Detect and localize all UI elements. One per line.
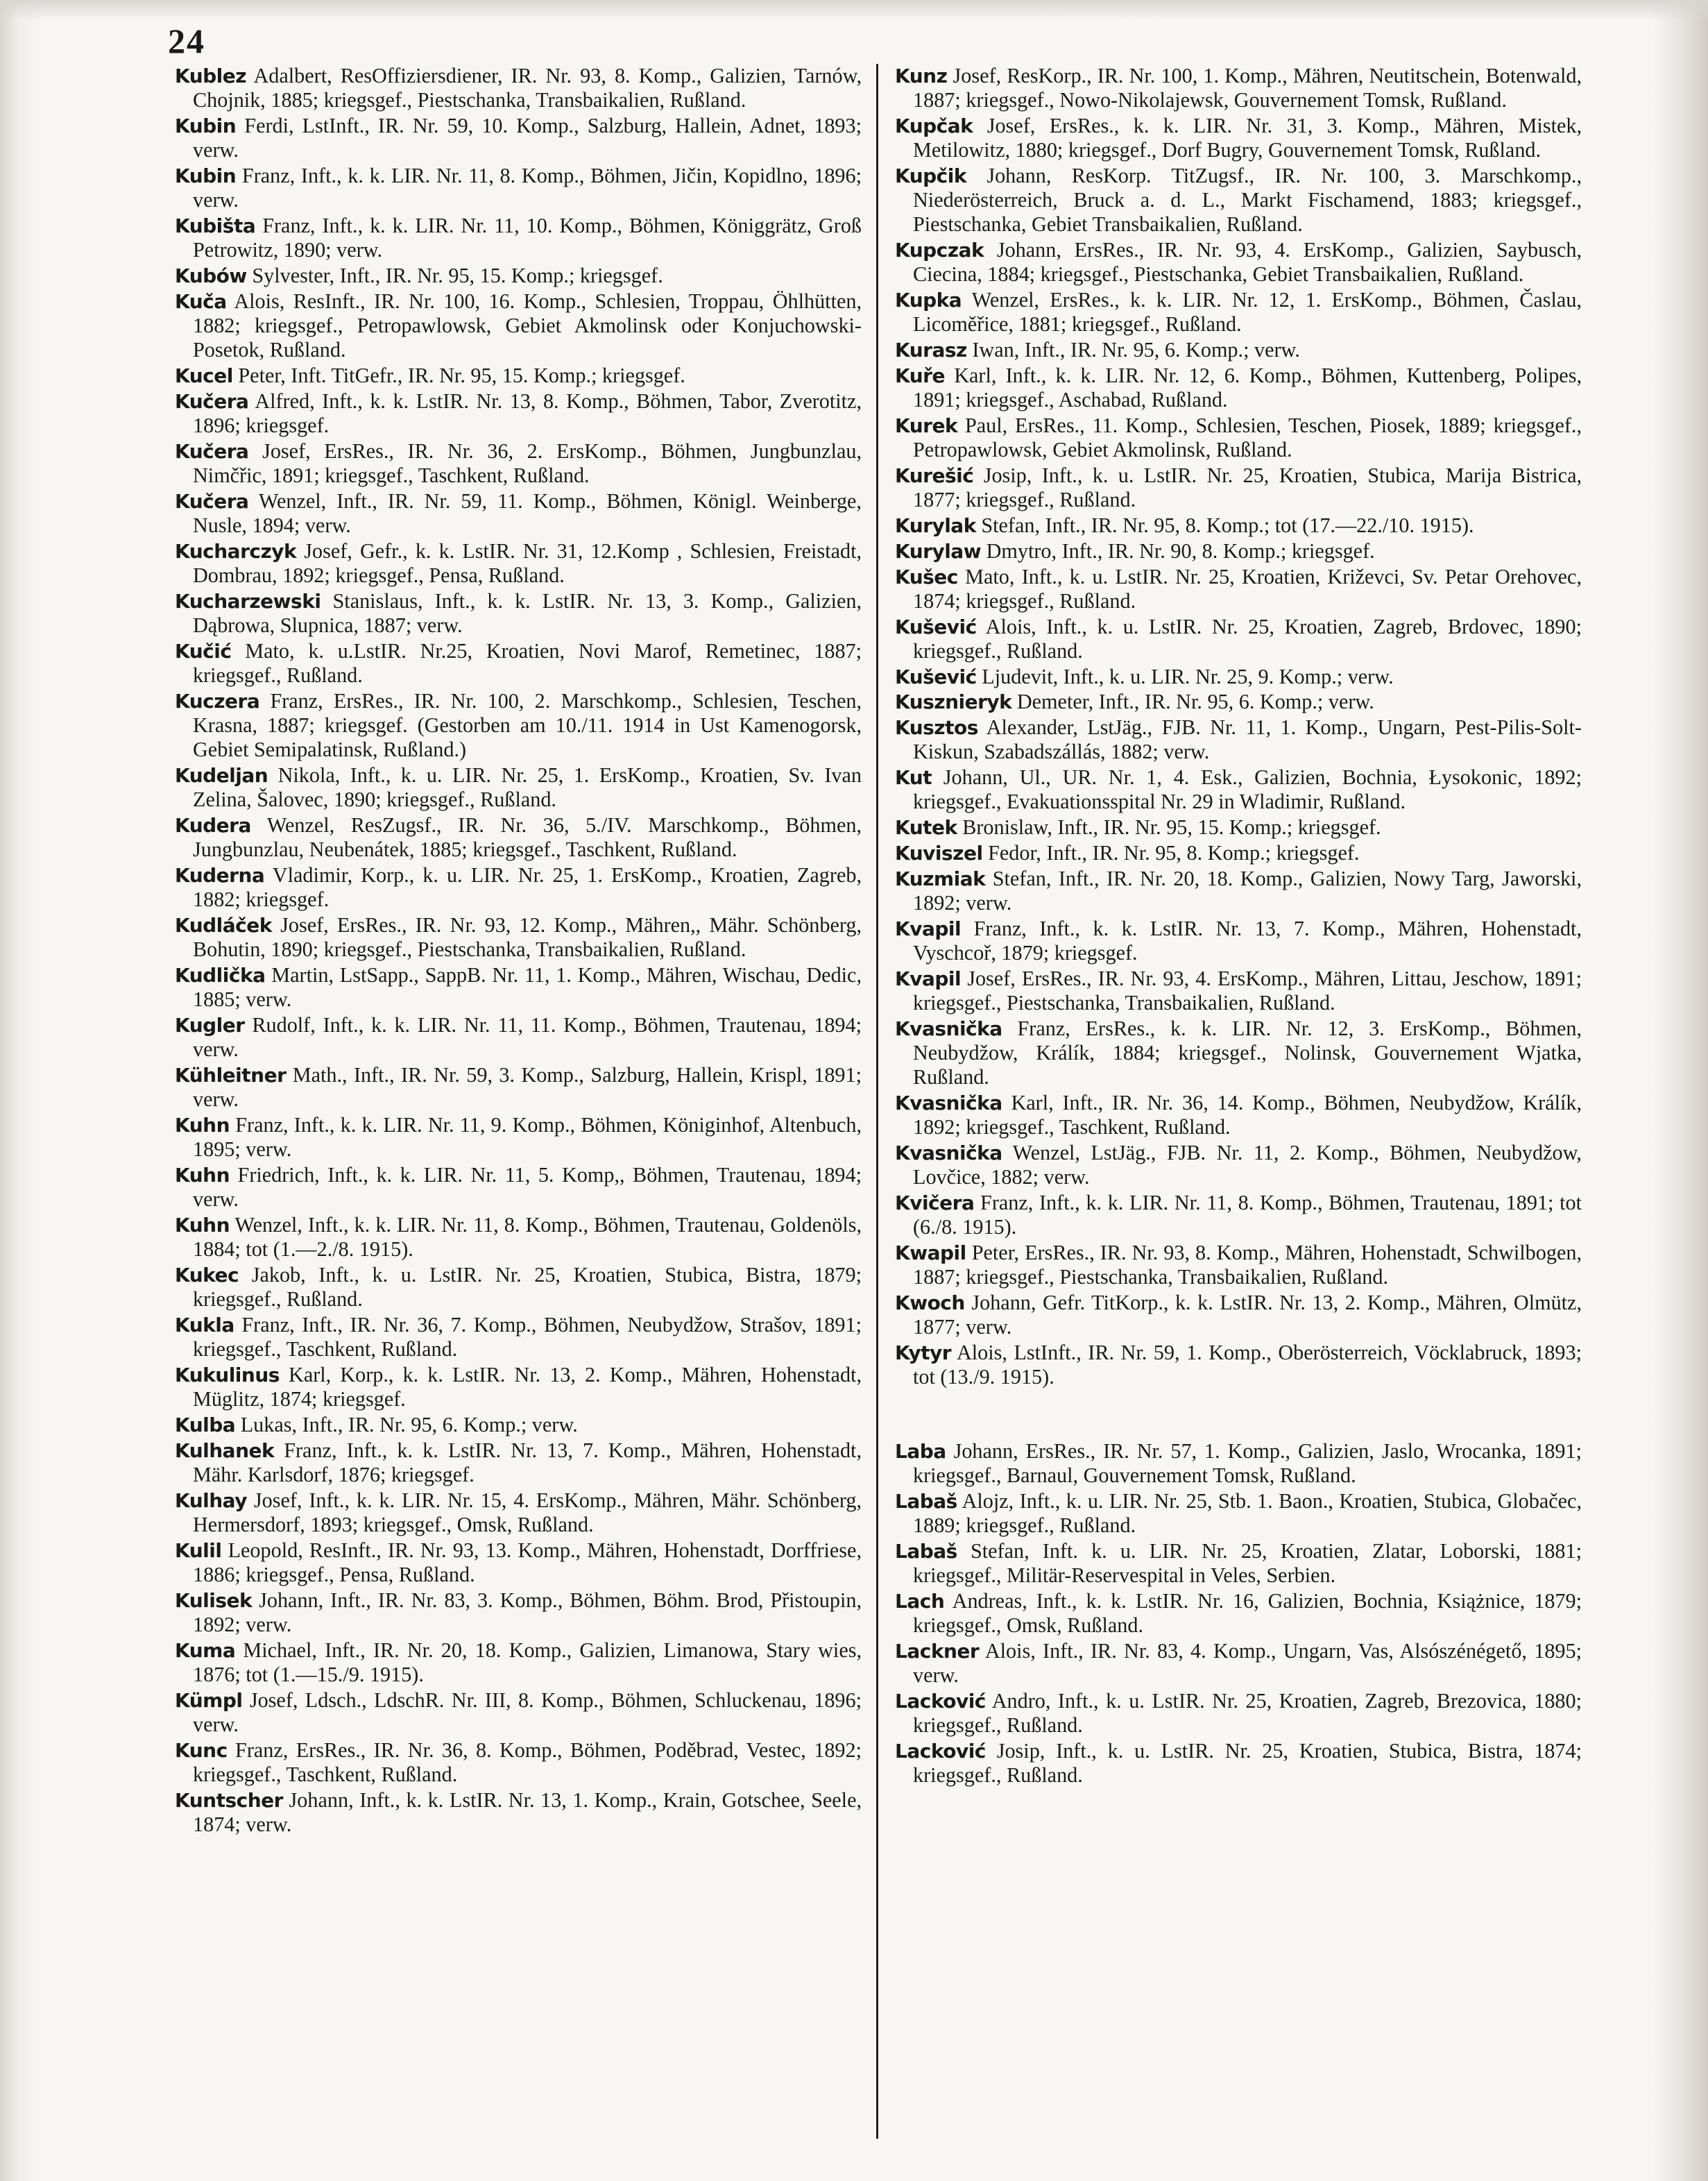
entry-surname: Lacković bbox=[895, 1689, 986, 1713]
entry-details: Fedor, Inft., IR. Nr. 95, 8. Komp.; kriegsgef. bbox=[988, 840, 1360, 865]
entry-surname: Kwoch bbox=[895, 1291, 965, 1314]
entry-surname: Kušević bbox=[895, 665, 977, 688]
register-entry bbox=[175, 1488, 862, 1537]
register-entry bbox=[895, 715, 1582, 764]
entry-details: Franz, Inft., k. k. LstIR. Nr. 13, 7. Komp., Mähren, Hohenstadt, Mähr. Karlsdorf, 1876; kriegsgef. bbox=[193, 1438, 862, 1486]
entry-details: Stefan, Inft. k. u. LIR. Nr. 25, Kroatien, Zlatar, Loborski, 1881; kriegsgef., Militär-Reservespital in Veles, Serbien. bbox=[913, 1538, 1582, 1588]
entry-surname: Kuhn bbox=[175, 1214, 230, 1237]
register-entry bbox=[175, 963, 862, 1012]
entry-details: Alfred, Inft., k. k. LstIR. Nr. 13, 8. Komp., Böhmen, Tabor, Zverotitz, 1896; kriegsgef. bbox=[193, 389, 862, 437]
entry-surname: Kvičera bbox=[895, 1191, 975, 1214]
entry-details: Nikola, Inft., k. u. LIR. Nr. 25, 1. ErsKomp., Kroatien, Sv. Ivan Zelina, Šalovec, 1890; kriegsgef., Rußland. bbox=[193, 763, 862, 812]
entry-details: Alexander, LstJäg., FJB. Nr. 11, 1. Komp., Ungarn, Pest-Pilis-Solt-Kiskun, Szabadszállás, 1882; verw. bbox=[913, 715, 1582, 764]
entry-details: Johann, ErsRes., IR. Nr. 57, 1. Komp., Galizien, Jaslo, Wrocanka, 1891; kriegsgef., Barnaul, Gouvernement Tomsk, Rußland. bbox=[913, 1439, 1582, 1488]
entry-details: Franz, ErsRes., IR. Nr. 100, 2. Marschkomp., Schlesien, Teschen, Krasna, 1887; kriegsgef. (Gestorben am 10./11. 1914 in Ust Kamenogorsk, Gebiet Semipalatinsk, Rußland.) bbox=[193, 688, 862, 762]
register-entry bbox=[175, 913, 862, 962]
entry-details: Josef, Gefr., k. k. LstIR. Nr. 31, 12.Komp , Schlesien, Freistadt, Dombrau, 1892; kriegsgef., Pensa, Rußland. bbox=[193, 538, 862, 587]
page-number: 24 bbox=[168, 22, 205, 60]
entry-surname: Kunc bbox=[175, 1738, 228, 1762]
register-entry bbox=[175, 539, 862, 588]
entry-surname: Kušec bbox=[895, 565, 958, 588]
entry-surname: Kurek bbox=[895, 414, 958, 437]
entry-surname: Kušević bbox=[895, 615, 977, 638]
entry-surname: Lach bbox=[895, 1589, 945, 1613]
entry-surname: Kublez bbox=[175, 65, 247, 87]
register-entry bbox=[895, 1341, 1582, 1389]
entry-details: Franz, Inft., k. k. LIR. Nr. 11, 8. Komp., Böhmen, Jičin, Kopidlno, 1896; verw. bbox=[193, 164, 862, 212]
entry-surname: Kurešić bbox=[895, 464, 974, 487]
entry-surname: Kulba bbox=[175, 1414, 236, 1436]
entry-details: Sylvester, Inft., IR. Nr. 95, 15. Komp.; kriegsgef. bbox=[252, 264, 663, 287]
right-column-k-entries bbox=[895, 64, 1582, 1389]
entry-details: Josef, ErsRes., IR. Nr. 93, 12. Komp., Mähren,, Mähr. Schönberg, Bohutin, 1890; kriegsgef., Piestschanka, Transbaikalien, Rußland. bbox=[193, 913, 862, 962]
entry-surname: Kvasnička bbox=[895, 1017, 1002, 1040]
entry-surname: Kuzmiak bbox=[895, 867, 986, 890]
entry-details: Demeter, Inft., IR. Nr. 95, 6. Komp.; verw. bbox=[1016, 690, 1374, 714]
entry-details: Josef, ErsRes., k. k. LIR. Nr. 31, 3. Komp., Mähren, Mistek, Metilowitz, 1880; kriegsgef., Dorf Bugry, Gouvernement Tomsk, Rußland. bbox=[913, 114, 1582, 162]
entry-details: Andreas, Inft., k. k. LstIR. Nr. 16, Galizien, Bochnia, Książnice, 1879; kriegsgef., Omsk, Rußland. bbox=[913, 1588, 1582, 1638]
register-entry bbox=[175, 64, 862, 112]
register-entry bbox=[895, 867, 1582, 915]
register-entry bbox=[175, 763, 862, 812]
entry-details: Wenzel, ResZugsf., IR. Nr. 36, 5./IV. Marschkomp., Böhmen, Jungbunzlau, Neubenátek, 1885; kriegsgef., Taschkent, Rußland. bbox=[193, 813, 862, 862]
register-entry bbox=[895, 238, 1582, 287]
register-entry bbox=[175, 289, 862, 363]
entry-surname: Kukec bbox=[175, 1264, 239, 1287]
register-entry bbox=[895, 414, 1582, 462]
entry-surname: Kubin bbox=[175, 164, 237, 187]
entry-details: Johann, Inft., k. k. LstIR. Nr. 13, 1. Komp., Krain, Gotschee, Seele, 1874; verw. bbox=[193, 1788, 862, 1836]
entry-details: Alois, Inft., k. u. LstIR. Nr. 25, Kroatien, Zagreb, Brdovec, 1890; kriegsgef., Rußland. bbox=[913, 614, 1582, 663]
entry-details: Franz, Inft., IR. Nr. 36, 7. Komp., Böhmen, Neubydžow, Strašov, 1891; kriegsgef., Taschkent, Rußland. bbox=[193, 1313, 862, 1361]
entry-surname: Kuczera bbox=[175, 689, 260, 713]
entry-details: Adalbert, ResOffiziersdiener, IR. Nr. 93, 8. Komp., Galizien, Tarnów, Chojnik, 1885; kriegsgef., Piestschanka, Transbaikalien, Rußland. bbox=[193, 64, 862, 112]
entry-surname: Kutek bbox=[895, 816, 957, 840]
entry-details: Dmytro, Inft., IR. Nr. 90, 8. Komp.; kriegsgef. bbox=[986, 538, 1375, 563]
register-entry bbox=[175, 1738, 862, 1787]
register-entry bbox=[895, 765, 1582, 814]
register-entry bbox=[175, 114, 862, 162]
entry-details: Alojz, Inft., k. u. LIR. Nr. 25, Stb. 1. Baon., Kroatien, Stubica, Globačec, 1889; kriegsgef., Rußland. bbox=[913, 1488, 1582, 1538]
register-entry bbox=[175, 439, 862, 488]
register-entry bbox=[895, 1191, 1582, 1239]
register-entry bbox=[895, 917, 1582, 965]
entry-surname: Labaš bbox=[895, 1489, 957, 1513]
entry-details: Franz, Inft., k. k. LIR. Nr. 11, 8. Komp., Böhmen, Trautenau, 1891; tot (6./8. 1915). bbox=[913, 1190, 1582, 1239]
entry-details: Johann, Ul., UR. Nr. 1, 4. Esk., Galizien, Bochnia, Łysokonic, 1892; kriegsgef., Evakuationsspital Nr. 29 in Wladimir, Rußland. bbox=[913, 765, 1582, 814]
entry-surname: Kurylaw bbox=[895, 539, 982, 563]
entry-details: Franz, Inft., k. k. LIR. Nr. 11, 9. Komp., Böhmen, Königinhof, Altenbuch, 1895; verw. bbox=[193, 1113, 862, 1162]
register-entry bbox=[175, 264, 862, 288]
entry-details: Wenzel, Inft., k. k. LIR. Nr. 11, 8. Komp., Böhmen, Trautenau, Goldenöls, 1884; tot (1.—2./8. 1915). bbox=[193, 1213, 862, 1262]
entry-details: Mato, k. u.LstIR. Nr.25, Kroatien, Novi Marof, Remetinec, 1887; kriegsgef., Rußland. bbox=[193, 638, 862, 687]
left-column bbox=[175, 64, 862, 1838]
register-entry bbox=[175, 689, 862, 763]
entry-surname: Kubišta bbox=[175, 214, 256, 237]
register-entry bbox=[175, 1413, 862, 1437]
entry-details: Josef, ErsRes., IR. Nr. 36, 2. ErsKomp., Böhmen, Jungbunzlau, Nimčřic, 1891; kriegsgef., Taschkent, Rußland. bbox=[193, 439, 862, 487]
entry-details: Vladimir, Korp., k. u. LIR. Nr. 25, 1. ErsKomp., Kroatien, Zagreb, 1882; kriegsgef. bbox=[193, 863, 862, 912]
entry-details: Stefan, Inft., IR. Nr. 20, 18. Komp., Galizien, Nowy Targ, Jaworski, 1892; verw. bbox=[913, 866, 1582, 915]
entry-details: Franz, Inft., k. k. LstIR. Nr. 13, 7. Komp., Mähren, Hohenstadt, Vyschcoř, 1879; kriegsgef. bbox=[913, 916, 1582, 965]
register-entry bbox=[895, 690, 1582, 714]
entry-details: Peter, Inft. TitGefr., IR. Nr. 95, 15. Komp.; kriegsgef. bbox=[238, 364, 685, 387]
entry-details: Friedrich, Inft., k. k. LIR. Nr. 11, 5. Komp,, Böhmen, Trautenau, 1894; verw. bbox=[193, 1163, 862, 1212]
entry-surname: Kupka bbox=[895, 289, 962, 312]
register-entry bbox=[895, 1739, 1582, 1788]
entry-surname: Kuderna bbox=[175, 864, 265, 887]
entry-surname: Kulil bbox=[175, 1538, 222, 1562]
entry-details: Karl, Korp., k. k. LstIR. Nr. 13, 2. Komp., Mähren, Hohenstadt, Müglitz, 1874; kriegsgef. bbox=[193, 1363, 862, 1411]
entry-surname: Labaš bbox=[895, 1539, 957, 1563]
register-entry bbox=[895, 338, 1582, 362]
register-entry bbox=[175, 1638, 862, 1687]
register-entry bbox=[175, 1063, 862, 1112]
entry-surname: Kusznieryk bbox=[895, 690, 1012, 714]
entry-surname: Kvasnička bbox=[895, 1091, 1002, 1114]
entry-details: Michael, Inft., IR. Nr. 20, 18. Komp., Galizien, Limanowa, Stary wies, 1876; tot (1.—15./9. 1915). bbox=[193, 1638, 862, 1686]
entry-details: Martin, LstSapp., SappB. Nr. 11, 1. Komp., Mähren, Wischau, Dedic, 1885; verw. bbox=[193, 963, 862, 1012]
register-entry bbox=[895, 288, 1582, 337]
entry-details: Johann, Inft., IR. Nr. 83, 3. Komp., Böhmen, Böhm. Brod, Přistoupin, 1892; verw. bbox=[193, 1588, 862, 1636]
register-entry bbox=[895, 1539, 1582, 1588]
right-column bbox=[895, 64, 1582, 1789]
entry-surname: Lackner bbox=[895, 1639, 980, 1663]
register-entry bbox=[895, 841, 1582, 865]
entry-surname: Kuhn bbox=[175, 1164, 230, 1187]
entry-surname: Kümpl bbox=[175, 1688, 243, 1712]
register-entry bbox=[175, 1013, 862, 1062]
entry-details: Stanislaus, Inft., k. k. LstIR. Nr. 13, 3. Komp., Galizien, Dąbrowa, Slupnica, 1887; verw. bbox=[193, 588, 862, 637]
column-divider bbox=[876, 64, 878, 2139]
entry-surname: Kubin bbox=[175, 114, 237, 137]
register-entry bbox=[175, 364, 862, 388]
register-entry bbox=[175, 1213, 862, 1262]
register-entry bbox=[895, 1639, 1582, 1688]
register-entry bbox=[895, 615, 1582, 663]
register-entry bbox=[175, 489, 862, 538]
entry-surname: Kulisek bbox=[175, 1588, 253, 1612]
entry-surname: Kvapil bbox=[895, 917, 962, 940]
entry-details: Jakob, Inft., k. u. LstIR. Nr. 25, Kroatien, Stubica, Bistra, 1879; kriegsgef., Rußland. bbox=[193, 1263, 862, 1312]
register-entry bbox=[175, 1163, 862, 1212]
register-entry bbox=[895, 64, 1582, 112]
entry-surname: Kühleitner bbox=[175, 1064, 287, 1087]
entry-surname: Kuhn bbox=[175, 1114, 230, 1137]
entry-details: Wenzel, LstJäg., FJB. Nr. 11, 2. Komp., Böhmen, Neubydžow, Lovčice, 1882; verw. bbox=[913, 1140, 1582, 1189]
entry-details: Franz, Inft., k. k. LIR. Nr. 11, 10. Komp., Böhmen, Königgrätz, Groß Petrowitz, 1890; verw. bbox=[193, 214, 862, 262]
register-entry bbox=[175, 1113, 862, 1162]
register-entry bbox=[175, 1439, 862, 1487]
entry-details: Johann, ErsRes., IR. Nr. 93, 4. ErsKomp., Galizien, Saybusch, Ciecina, 1884; kriegsgef., Piestschanka, Gebiet Transbaikalien, Rußland. bbox=[913, 238, 1582, 287]
register-entry bbox=[175, 1538, 862, 1587]
entry-surname: Kupczak bbox=[895, 239, 984, 262]
register-entry bbox=[175, 1263, 862, 1312]
entry-details: Karl, Inft., k. k. LIR. Nr. 12, 6. Komp., Böhmen, Kuttenberg, Polipes, 1891; kriegsgef., Aschabad, Rußland. bbox=[913, 364, 1582, 412]
register-entry bbox=[175, 813, 862, 862]
entry-details: Ferdi, LstInft., IR. Nr. 59, 10. Komp., Salzburg, Hallein, Adnet, 1893; verw. bbox=[193, 114, 862, 162]
entry-details: Bronislaw, Inft., IR. Nr. 95, 15. Komp.; kriegsgef. bbox=[962, 815, 1381, 840]
register-entry bbox=[175, 1588, 862, 1637]
register-entry bbox=[175, 1788, 862, 1837]
entry-surname: Laba bbox=[895, 1439, 946, 1463]
entry-details: Alois, Inft., IR. Nr. 83, 4. Komp., Ungarn, Vas, Alsószénégető, 1895; verw. bbox=[913, 1638, 1582, 1688]
register-entry bbox=[895, 1489, 1582, 1538]
entry-surname: Kučera bbox=[175, 489, 249, 513]
register-entry bbox=[895, 114, 1582, 162]
register-entry bbox=[175, 639, 862, 688]
register-entry bbox=[175, 214, 862, 262]
entry-surname: Kuviszel bbox=[895, 841, 983, 865]
entry-details: Alois, LstInft., IR. Nr. 59, 1. Komp., Oberösterreich, Vöcklabruck, 1893; tot (13./9. 1915). bbox=[913, 1340, 1582, 1389]
entry-surname: Kučić bbox=[175, 639, 232, 663]
entry-details: Peter, ErsRes., IR. Nr. 93, 8. Komp., Mähren, Hohenstadt, Schwilbogen, 1887; kriegsgef., Piestschanka, Transbaikalien, Rußland. bbox=[913, 1240, 1582, 1289]
register-entry bbox=[895, 967, 1582, 1015]
entry-details: Wenzel, ErsRes., k. k. LIR. Nr. 12, 1. ErsKomp., Böhmen, Časlau, Licoměřice, 1881; kriegsgef., Rußland. bbox=[913, 288, 1582, 337]
entry-surname: Kuntscher bbox=[175, 1788, 283, 1812]
register-entry bbox=[895, 1091, 1582, 1139]
register-entry bbox=[175, 1688, 862, 1737]
entry-details: Leopold, ResInft., IR. Nr. 93, 13. Komp., Mähren, Hohenstadt, Dorffriese, 1886; kriegsgef., Pensa, Rußland. bbox=[193, 1538, 862, 1586]
entry-details: Math., Inft., IR. Nr. 59, 3. Komp., Salzburg, Hallein, Krispl, 1891; verw. bbox=[193, 1063, 862, 1112]
entry-surname: Kucharczyk bbox=[175, 539, 297, 563]
entry-surname: Kut bbox=[895, 766, 932, 790]
entry-surname: Kudeljan bbox=[175, 764, 268, 787]
register-entry bbox=[895, 1589, 1582, 1638]
entry-details: Josip, Inft., k. u. LstIR. Nr. 25, Kroatien, Stubica, Bistra, 1874; kriegsgef., Rußland. bbox=[913, 1738, 1582, 1788]
entry-surname: Kuma bbox=[175, 1638, 236, 1662]
register-entry bbox=[175, 164, 862, 212]
entry-surname: Kupčak bbox=[895, 114, 973, 137]
entry-details: Josef, ResKorp., IR. Nr. 100, 1. Komp., Mähren, Neutitschein, Botenwald, 1887; kriegsgef., Nowo-Nikolajewsk, Gouvernement Tomsk, Rußland. bbox=[913, 64, 1582, 112]
register-entry bbox=[895, 1241, 1582, 1289]
entry-details: Josef, Inft., k. k. LIR. Nr. 15, 4. ErsKomp., Mähren, Mähr. Schönberg, Hermersdorf, 1893; kriegsgef., Omsk, Rußland. bbox=[193, 1488, 862, 1536]
register-entry bbox=[895, 665, 1582, 689]
entry-details: Karl, Inft., IR. Nr. 36, 14. Komp., Böhmen, Neubydžow, Králík, 1892; kriegsgef., Taschkent, Rußland. bbox=[913, 1090, 1582, 1139]
letter-section-gap bbox=[895, 1391, 1582, 1439]
entry-details: Iwan, Inft., IR. Nr. 95, 6. Komp.; verw. bbox=[972, 338, 1300, 362]
entry-surname: Kuča bbox=[175, 289, 227, 313]
entry-surname: Lacković bbox=[895, 1739, 986, 1763]
entry-surname: Kudlička bbox=[175, 964, 266, 987]
entry-surname: Kvasnička bbox=[895, 1141, 1002, 1164]
register-entry bbox=[895, 1439, 1582, 1488]
register-entry bbox=[175, 863, 862, 912]
entry-surname: Kytyr bbox=[895, 1341, 952, 1364]
entry-surname: Kukulinus bbox=[175, 1364, 280, 1386]
register-entry bbox=[175, 1363, 862, 1411]
entry-details: Paul, ErsRes., 11. Komp., Schlesien, Teschen, Piosek, 1889; kriegsgef., Petropawlowsk, Gebiet Akmolinsk, Rußland. bbox=[913, 414, 1582, 462]
entry-details: Franz, ErsRes., k. k. LIR. Nr. 12, 3. ErsKomp., Böhmen, Neubydžow, Králík, 1884; kriegsgef., Nolinsk, Gouvernement Wjatka, Rußland. bbox=[913, 1016, 1582, 1089]
register-entry bbox=[895, 565, 1582, 613]
right-column-l-entries bbox=[895, 1439, 1582, 1788]
register-entry bbox=[175, 589, 862, 638]
entry-surname: Kurasz bbox=[895, 339, 967, 362]
entry-details: Johann, Gefr. TitKorp., k. k. LstIR. Nr. 13, 2. Komp., Mähren, Olmütz, 1877; verw. bbox=[913, 1290, 1582, 1339]
entry-details: Mato, Inft., k. u. LstIR. Nr. 25, Kroatien, Križevci, Sv. Petar Orehovec, 1874; kriegsgef., Rußland. bbox=[913, 564, 1582, 613]
entry-details: Lukas, Inft., IR. Nr. 95, 6. Komp.; verw. bbox=[240, 1413, 578, 1436]
entry-surname: Kurylak bbox=[895, 514, 976, 537]
entry-details: Andro, Inft., k. u. LstIR. Nr. 25, Kroatien, Zagreb, Brezovica, 1880; kriegsgef., Rußland. bbox=[913, 1688, 1582, 1738]
entry-details: Franz, ErsRes., IR. Nr. 36, 8. Komp., Böhmen, Poděbrad, Vestec, 1892; kriegsgef., Taschkent, Rußland. bbox=[193, 1738, 862, 1786]
entry-surname: Kubów bbox=[175, 264, 247, 287]
entry-details: Wenzel, Inft., IR. Nr. 59, 11. Komp., Böhmen, Königl. Weinberge, Nusle, 1894; verw. bbox=[193, 489, 862, 537]
entry-surname: Kwapil bbox=[895, 1241, 966, 1264]
register-entry bbox=[895, 164, 1582, 237]
entry-details: Rudolf, Inft., k. k. LIR. Nr. 11, 11. Komp., Böhmen, Trautenau, 1894; verw. bbox=[193, 1013, 862, 1062]
entry-details: Josip, Inft., k. u. LstIR. Nr. 25, Kroatien, Stubica, Marija Bistrica, 1877; kriegsgef., Rußland. bbox=[913, 464, 1582, 512]
register-entry bbox=[895, 1689, 1582, 1738]
entry-details: Stefan, Inft., IR. Nr. 95, 8. Komp.; tot (17.—22./10. 1915). bbox=[981, 514, 1474, 537]
entry-surname: Kučera bbox=[175, 389, 249, 413]
entry-surname: Kuře bbox=[895, 364, 945, 387]
entry-surname: Kulhay bbox=[175, 1488, 247, 1512]
entry-details: Alois, ResInft., IR. Nr. 100, 16. Komp., Schlesien, Troppau, Öhlhütten, 1882; kriegsgef., Petropawlowsk, Gebiet Akmolinsk oder Konjuchowski-Posetok, Rußland. bbox=[193, 289, 862, 362]
register-entry bbox=[895, 514, 1582, 538]
entry-details: Josef, Ldsch., LdschR. Nr. III, 8. Komp., Böhmen, Schluckenau, 1896; verw. bbox=[193, 1688, 862, 1736]
entry-surname: Kunz bbox=[895, 65, 948, 87]
entry-surname: Kusztos bbox=[895, 716, 978, 740]
register-entry bbox=[895, 464, 1582, 512]
entry-surname: Kucel bbox=[175, 364, 233, 387]
entry-details: Ljudevit, Inft., k. u. LIR. Nr. 25, 9. Komp.; verw. bbox=[982, 664, 1394, 688]
entry-surname: Kulhanek bbox=[175, 1439, 275, 1462]
entry-surname: Kupčik bbox=[895, 164, 966, 187]
register-entry bbox=[895, 815, 1582, 840]
register-entry bbox=[895, 1017, 1582, 1090]
register-entry bbox=[895, 1291, 1582, 1339]
register-entry bbox=[895, 1141, 1582, 1189]
entry-details: Josef, ErsRes., IR. Nr. 93, 4. ErsKomp., Mähren, Littau, Jeschow, 1891; kriegsgef., Piestschanka, Transbaikalien, Rußland. bbox=[913, 966, 1582, 1015]
entry-surname: Kudera bbox=[175, 814, 251, 837]
register-entry bbox=[895, 539, 1582, 563]
entry-surname: Kučera bbox=[175, 439, 249, 463]
register-entry bbox=[895, 364, 1582, 412]
entry-surname: Kugler bbox=[175, 1014, 245, 1037]
scan-edge-shadow bbox=[0, 0, 1708, 21]
register-entry bbox=[175, 389, 862, 438]
entry-surname: Kvapil bbox=[895, 967, 962, 990]
entry-details: Johann, ResKorp. TitZugsf., IR. Nr. 100, 3. Marschkomp., Niederösterreich, Bruck a. d. L., Markt Fischamend, 1883; kriegsgef., Piestschanka, Gebiet Transbaikalien, Rußland. bbox=[913, 164, 1582, 237]
entry-surname: Kudláček bbox=[175, 914, 272, 937]
register-entry bbox=[175, 1313, 862, 1361]
entry-surname: Kucharzewski bbox=[175, 589, 321, 613]
entry-surname: Kukla bbox=[175, 1314, 234, 1336]
